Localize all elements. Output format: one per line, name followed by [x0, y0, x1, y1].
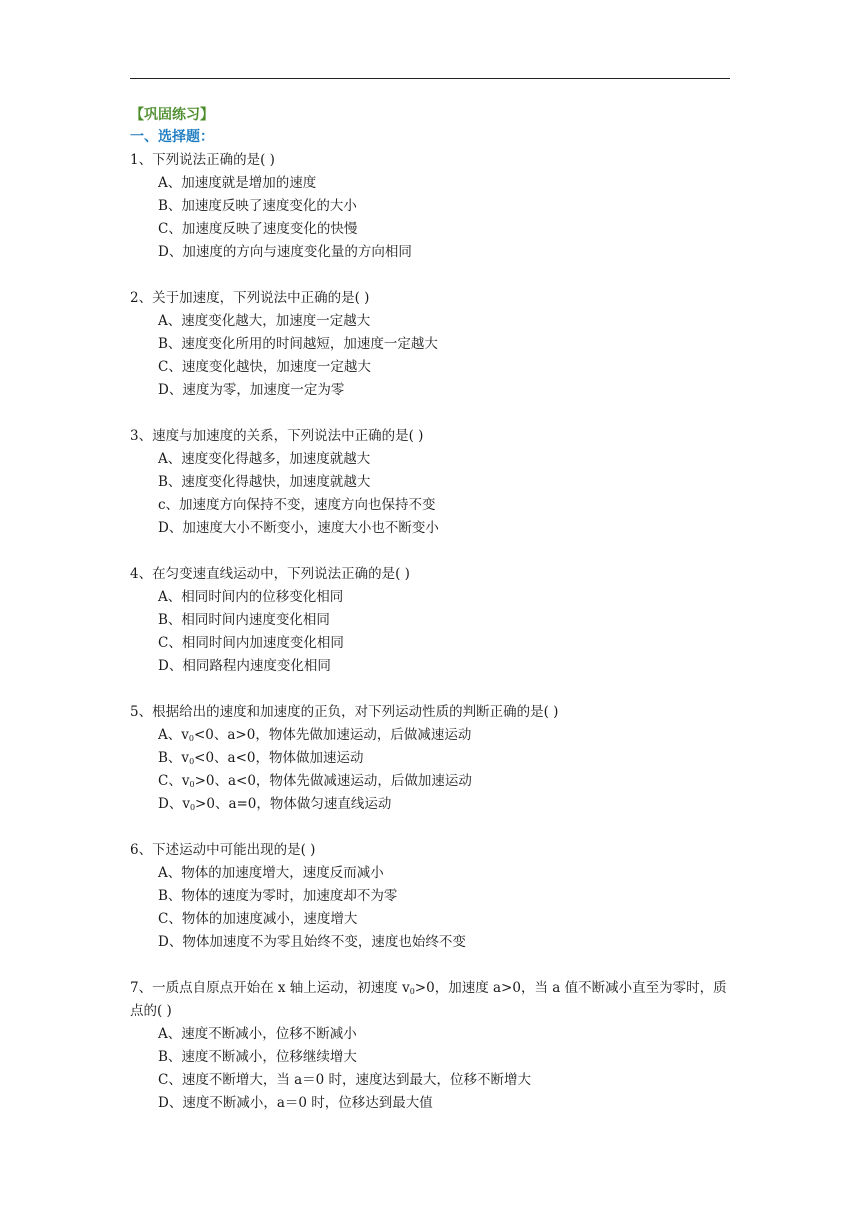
option-b: B、$v_0<0$、a<0，物体做加速运动 [158, 750, 364, 766]
option-d: D、速度不断减小，a＝0 时，位移达到最大值 [158, 1095, 433, 1111]
option-c: C、相同时间内加速度变化相同 [158, 635, 344, 651]
option-a: A、$v_0<0$、a>0，物体先做加速运动，后做减速运动 [158, 727, 472, 743]
option-d: D、速度为零，加速度一定为零 [158, 382, 345, 398]
question-stem: 4、在匀变速直线运动中，下列说法正确的是( ) [130, 566, 410, 582]
option-d: D、加速度大小不断变小，速度大小也不断变小 [158, 520, 439, 536]
option-b: B、速度不断减小，位移继续增大 [158, 1049, 357, 1065]
option-d: D、$v_0>0$、a=0，物体做匀速直线运动 [158, 796, 392, 812]
question-1 [130, 149, 740, 264]
question-4 [130, 563, 740, 678]
option-b: B、相同时间内速度变化相同 [158, 612, 330, 628]
section-heading: 【巩固练习】 [130, 107, 214, 123]
question-5 [130, 701, 740, 816]
question-stem: 1、下列说法正确的是( ) [130, 152, 275, 168]
option-c: C、$v_0>0$、a<0，物体先做减速运动，后做加速运动 [158, 773, 472, 789]
question-stem: 5、根据给出的速度和加速度的正负，对下列运动性质的判断正确的是( ) [130, 704, 559, 720]
option-c: C、加速度反映了速度变化的快慢 [158, 221, 358, 237]
question-6 [130, 839, 740, 954]
option-b: B、物体的速度为零时，加速度却不为零 [158, 888, 398, 904]
option-b: B、速度变化所用的时间越短，加速度一定越大 [158, 336, 438, 352]
option-b: B、加速度反映了速度变化的大小 [158, 198, 357, 214]
option-a: A、速度变化得越多，加速度就越大 [158, 451, 371, 467]
option-a: A、物体的加速度增大，速度反而减小 [158, 865, 384, 881]
question-3 [130, 425, 740, 540]
question-2 [130, 287, 740, 402]
subsection-heading: 一、选择题： [130, 129, 214, 145]
question-7 [130, 977, 740, 1115]
exercise-content [130, 104, 740, 1138]
question-stem: 6、下述运动中可能出现的是( ) [130, 842, 316, 858]
option-a: A、速度变化越大，加速度一定越大 [158, 313, 371, 329]
option-c: c、加速度方向保持不变，速度方向也保持不变 [158, 497, 436, 513]
header-rule [130, 78, 730, 79]
option-c: C、速度变化越快，加速度一定越大 [158, 359, 371, 375]
option-a: A、速度不断减小，位移不断减小 [158, 1026, 357, 1042]
option-b: B、速度变化得越快，加速度就越大 [158, 474, 371, 490]
question-stem: 3、速度与加速度的关系，下列说法中正确的是( ) [130, 428, 424, 444]
option-c: C、速度不断增大，当 a＝0 时，速度达到最大，位移不断增大 [158, 1072, 532, 1088]
question-stem: 7、一质点自原点开始在 x 轴上运动，初速度 $v_0>0$，加速度 a>0，当 a 值不断减小直至为零时，质点的( ) [130, 980, 727, 1019]
question-stem: 2、关于加速度，下列说法中正确的是( ) [130, 290, 370, 306]
option-d: D、相同路程内速度变化相同 [158, 658, 331, 674]
option-a: A、相同时间内的位移变化相同 [158, 589, 344, 605]
option-c: C、物体的加速度减小，速度增大 [158, 911, 358, 927]
option-d: D、物体加速度不为零且始终不变，速度也始终不变 [158, 934, 466, 950]
option-a: A、加速度就是增加的速度 [158, 175, 317, 191]
option-d: D、加速度的方向与速度变化量的方向相同 [158, 244, 412, 260]
